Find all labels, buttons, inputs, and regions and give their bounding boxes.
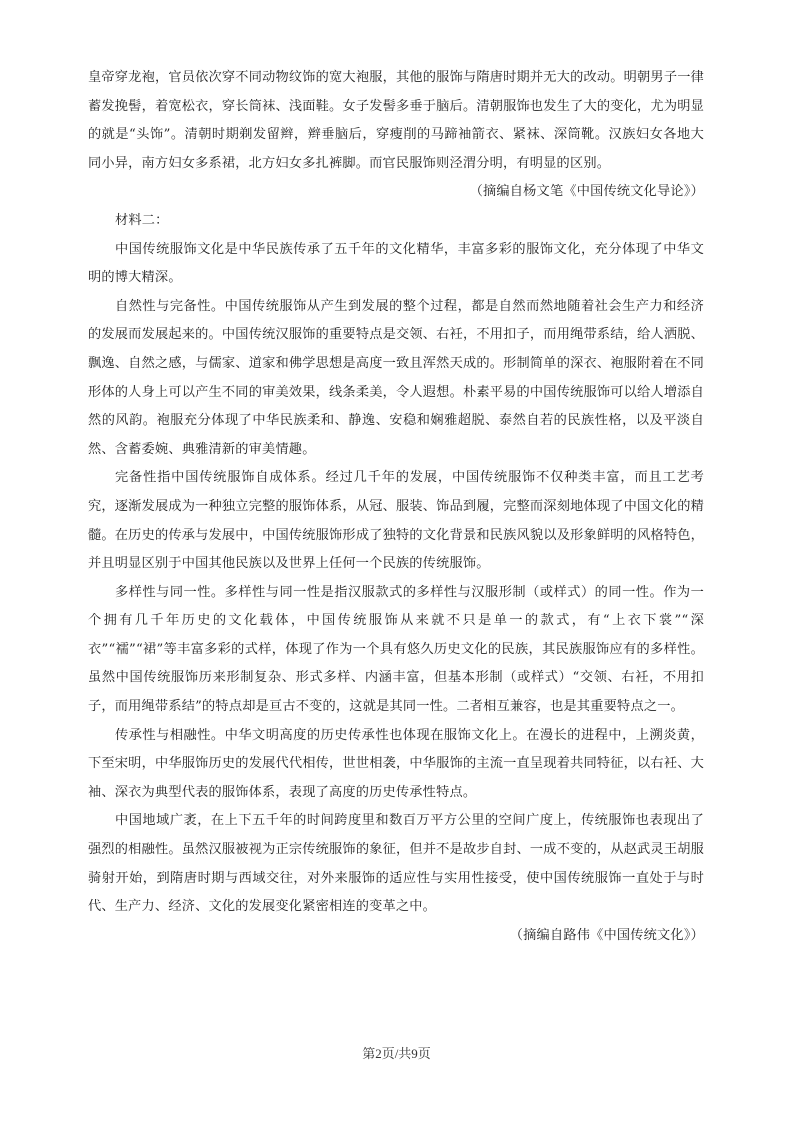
paragraph-inheritance: 传承性与相融性。中华文明高度的历史传承性也体现在服饰文化上。在漫长的进程中，上溯炎黄，下至宋明，中华服饰历史的发展代代相传，世世相袭，中华服饰的主流一直呈现着共同特征，以右衽、大袖、深衣为典型代表的服饰体系，表现了高度的历史传承性特点。 — [88, 727, 704, 800]
paragraph-naturalness: 自然性与完备性。中国传统服饰从产生到发展的整个过程，都是自然而然地随着社会生产力和经济的发展而发展起来的。中国传统汉服饰的重要特点是交领、右衽，不用扣子，而用绳带系结，给人洒脱、飘逸、自然之感，与儒家、道家和佛学思想是高度一致且浑然天成的。形制简单的深衣、袍服附着在不同形体的人身上可以产生不同的审美效果，线条柔美，令人遐想。朴素平易的中国传统服饰可以给人增添自然的风韵。袍服充分体现了中华民族柔和、静逸、安稳和娴雅超脱、泰然自若的民族性格，以及平淡自然、含蓄委婉、典雅清新的审美情趣。 — [88, 298, 704, 457]
paragraph-diversity: 多样性与同一性。多样性与同一性是指汉服款式的多样性与汉服形制（或样式）的同一性。作为一个拥有几千年历史的文化载体，中国传统服饰从来就不只是单一的款式，有“上衣下裳”“深衣”“襦”“裙”等丰富多彩的式样，体现了作为一个具有悠久历史文化的民族，其民族服饰应有的多样性。虽然中国传统服饰历来形制复杂、形式多样、内涵丰富，但基本形制（或样式）“交领、右衽，不用扣子，而用绳带系结”的特点却是亘古不变的，这就是其同一性。二者相互兼容，也是其重要特点之一。 — [88, 584, 704, 715]
paragraph-intro: 中国传统服饰文化是中华民族传承了五千年的文化精华，丰富多彩的服饰文化，充分体现了中华文明的博大精深。 — [88, 241, 704, 286]
document-body — [88, 64, 704, 950]
page-number: 第2页/共9页 — [362, 1046, 431, 1061]
source-citation-2: （摘编自路伟《中国传统文化》） — [509, 927, 704, 943]
paragraph-integration: 中国地域广袤，在上下五千年的时间跨度里和数百万平方公里的空间广度上，传统服饰也表现出了强烈的相融性。虽然汉服被视为正宗传统服饰的象征，但并不是故步自封、一成不变的，从赵武灵王胡服骑射开始，到隋唐时期与西域交往，对外来服饰的适应性与实用性接受，使中国传统服饰一直处于与时代、生产力、经济、文化的发展变化紧密相连的变革之中。 — [88, 813, 704, 915]
material-two-heading: 材料二： — [115, 212, 169, 228]
paragraph-completeness: 完备性指中国传统服饰自成体系。经过几千年的发展，中国传统服饰不仅种类丰富，而且工艺考究，逐渐发展成为一种独立完整的服饰体系，从冠、服装、饰品到履，完整而深刻地体现了中国文化的精髓。在历史的传承与发展中，中国传统服饰形成了独特的文化背景和民族风貌以及形象鲜明的风格特色，并且明显区别于中国其他民族以及世界上任何一个民族的传统服饰。 — [88, 470, 704, 572]
source-citation-1: （摘编自杨文笔《中国传统文化导论》） — [469, 184, 704, 200]
paragraph-qing-ming-clothing: 皇帝穿龙袍，官员依次穿不同动物纹饰的宽大袍服，其他的服饰与隋唐时期并无大的改动。明朝男子一律蓄发挽髻，着宽松衣，穿长筒袜、浅面鞋。女子发髻多垂于脑后。清朝服饰也发生了大的变化，尤为明显的就是“头饰”。清朝时期剃发留辫，辫垂脑后，穿瘦削的马蹄袖箭衣、紧袜、深筒靴。汉族妇女各地大同小异，南方妇女多系裙，北方妇女多扎裤脚。而官民服饰则泾渭分明，有明显的区别。 — [88, 70, 704, 171]
